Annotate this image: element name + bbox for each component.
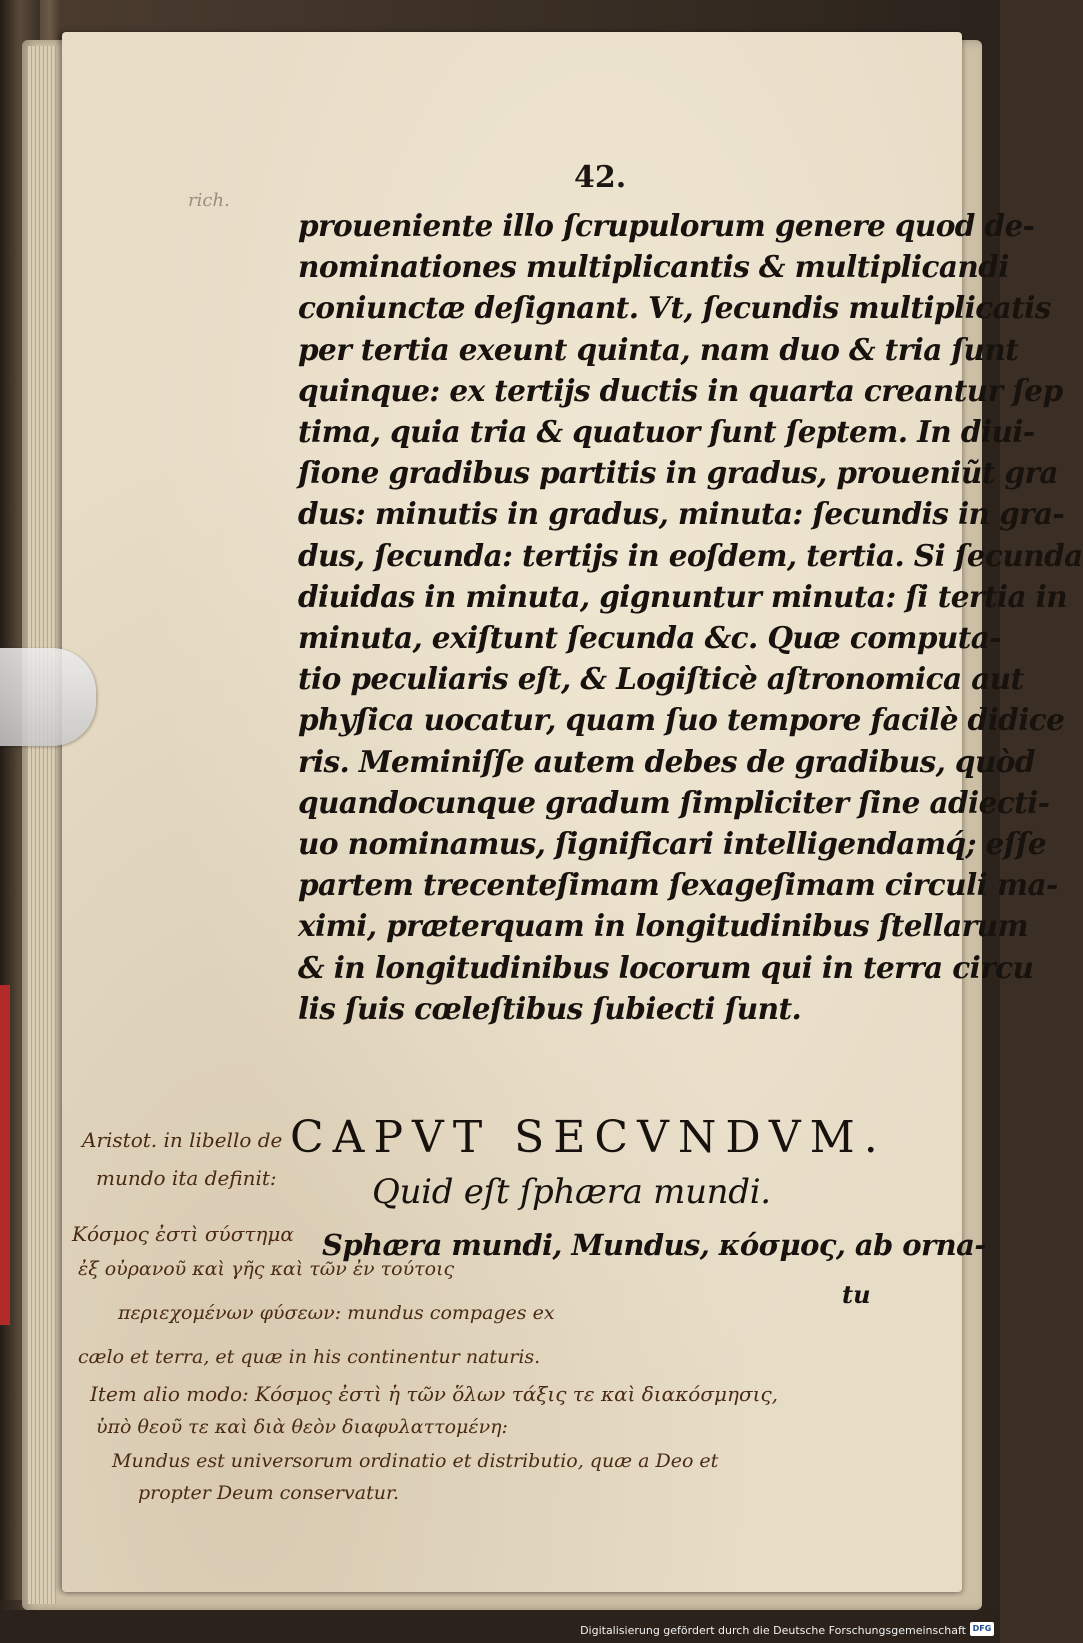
body-line: tio peculiaris eſt, & Logiſticè aſtronomica aut bbox=[298, 661, 1024, 697]
handwritten-note: Aristot. in libello de bbox=[82, 1128, 283, 1152]
body-line: ſione gradibus partitis in gradus, proueniũt gra bbox=[298, 455, 1058, 491]
body-line: diuidas in minuta, gignuntur minuta: ſi tertia in bbox=[298, 578, 1068, 614]
body-line: partem trecenteſimam ſexageſimam circuli ma- bbox=[298, 867, 1058, 903]
body-line: tima, quia tria & quatuor ſunt ſeptem. In diui- bbox=[298, 414, 1035, 450]
handwritten-note: ὑπὸ θεοῦ τε καὶ διὰ θεὸν διαφυλαττομένη: bbox=[96, 1416, 508, 1438]
body-text bbox=[298, 205, 1083, 1029]
body-line: proueniente illo ſcrupulorum genere quod de- bbox=[298, 208, 1035, 243]
body-line: lis ſuis cœleſtibus ſubiecti ſunt. bbox=[298, 990, 802, 1026]
handwritten-note: Mundus est universorum ordinatio et distributio, quæ a Deo et bbox=[112, 1450, 719, 1472]
page-number: 42. bbox=[574, 160, 627, 195]
handwritten-note: Κόσμος ἐστὶ σύστημα bbox=[72, 1222, 294, 1246]
body-line: dus: minutis in gradus, minuta: ſecundis in gra- bbox=[298, 496, 1065, 532]
body-line: dus, ſecunda: tertijs in eoſdem, tertia. Si ſecunda bbox=[298, 537, 1083, 573]
handwritten-note: περιεχομένων φύσεων: mundus compages ex bbox=[118, 1302, 555, 1324]
handwritten-note: Item alio modo: Κόσμος ἐστὶ ἡ τῶν ὅλων τάξις τε καὶ διακόσμησις, bbox=[90, 1382, 778, 1406]
chapter-heading: CAPVT SECVNDVM. bbox=[290, 1112, 887, 1163]
chapter-subtitle: Quid eſt ſphæra mundi. bbox=[372, 1172, 771, 1212]
dfg-logo-icon: DFG bbox=[970, 1622, 994, 1636]
body-line: uo nominamus, ſignificari intelligendamq́; eſſe bbox=[298, 826, 1047, 862]
faint-margin-note: rich. bbox=[188, 190, 230, 211]
handwritten-note: mundo ita definit: bbox=[96, 1166, 277, 1190]
body-line: ris. Meminiſſe autem debes de gradibus, quòd bbox=[298, 743, 1035, 779]
handwritten-note: propter Deum conservatur. bbox=[138, 1482, 399, 1504]
body-line: phyſica uocatur, quam ſuo tempore facilè didice bbox=[298, 702, 1065, 738]
body-line: coniunctæ deſignant. Vt, ſecundis multiplicatis bbox=[298, 290, 1051, 326]
body-line: ximi, præterquam in longitudinibus ſtellarum bbox=[298, 908, 1029, 944]
body-line: & in longitudinibus locorum qui in terra circu bbox=[298, 949, 1034, 985]
body-line: quinque: ex tertijs ductis in quarta creantur ſep bbox=[298, 372, 1063, 408]
red-binding-strip bbox=[0, 985, 10, 1325]
funding-credit: Digitalisierung gefördert durch die Deutsche Forschungsgemeinschaft bbox=[580, 1624, 966, 1637]
handwritten-note: ἐξ οὐρανοῦ καὶ γῆς καὶ τῶν ἐν τούτοις bbox=[78, 1258, 455, 1280]
handwritten-note: cælo et terra, et quæ in his continentur naturis. bbox=[78, 1346, 541, 1368]
chapter-first-line: Sphæra mundi, Mundus, κόσμος, ab orna- bbox=[322, 1228, 986, 1262]
body-line: per tertia exeunt quinta, nam duo & tria ſunt bbox=[298, 331, 1019, 367]
body-line: minuta, exiſtunt ſecunda &c. Quæ computa- bbox=[298, 620, 1001, 656]
body-line: nominationes multiplicantis & multiplicandi bbox=[298, 249, 1009, 285]
catchword: tu bbox=[842, 1280, 871, 1309]
bookmark-clip bbox=[0, 648, 96, 746]
body-line: quandocunque gradum ſimpliciter ſine adiecti- bbox=[298, 784, 1050, 820]
